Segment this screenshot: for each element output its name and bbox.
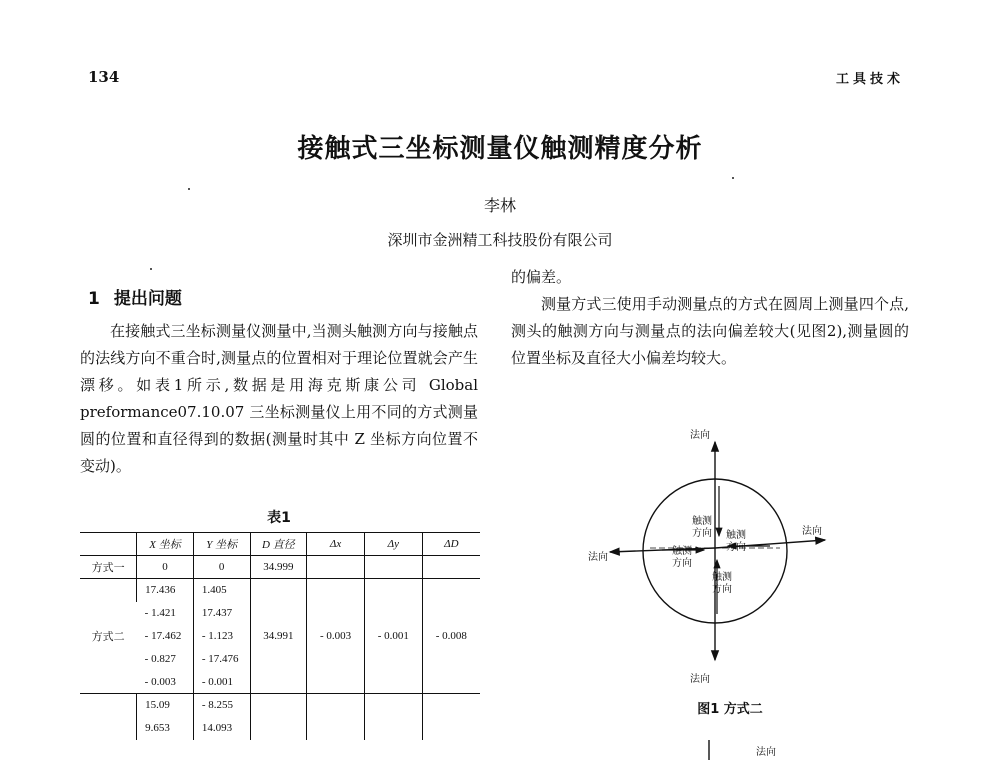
table-caption: 表1 xyxy=(267,510,291,526)
header-x: X 坐标 xyxy=(137,533,194,556)
cell-dd: - 0.008 xyxy=(422,579,480,694)
cell-dy: - 0.001 xyxy=(364,579,422,694)
figure-1-diagram xyxy=(580,420,880,690)
body-paragraph-left: 在接触式三坐标测量仪测量中,当测头触测方向与接触点的法线方向不重合时,测量点的位置相对于理论位置就会产生漂移。如表1所示,数据是用海克斯康公司 Global preformance07.10.07 三坐标测量仪上用不同的方式测量圆的位置和直径得到的数据(测量时其中 Z 坐标方向位置不变动)。 xyxy=(80,322,478,475)
table-row xyxy=(80,579,480,602)
cell-y: 17.437 xyxy=(193,602,250,625)
table-row xyxy=(80,717,480,740)
figure-1-caption: 图1 方式二 xyxy=(697,702,763,717)
table-row xyxy=(80,556,480,579)
label-normal-left: 法向 xyxy=(588,552,608,563)
measurement-table xyxy=(80,532,480,740)
section-number: 1 xyxy=(88,289,100,309)
article-title: 接触式三坐标测量仪触测精度分析 xyxy=(297,134,703,164)
label-normal-fig2: 法向 xyxy=(756,747,776,758)
figure-2-partial xyxy=(690,740,810,760)
article-affiliation: 深圳市金洲精工科技股份有限公司 xyxy=(387,231,613,249)
section-title: 提出问题 xyxy=(113,289,182,309)
cell-x: - 0.827 xyxy=(144,653,176,665)
section-heading xyxy=(88,284,182,309)
header-d: D 直径 xyxy=(250,533,307,556)
label-probe-bottom-1: 触测 xyxy=(712,572,732,583)
table-header-row xyxy=(80,533,480,556)
label-normal-right: 法向 xyxy=(802,526,822,537)
cell-d: 34.991 xyxy=(250,579,307,694)
page-number: 134 xyxy=(88,68,120,86)
cell-x: 9.653 xyxy=(137,717,194,740)
cell-x: - 1.421 xyxy=(144,607,176,619)
label-normal-top: 法向 xyxy=(690,430,710,441)
header-dd: ΔD xyxy=(422,533,480,556)
label-probe-right-1: 触测 xyxy=(726,530,746,541)
article-author: 李林 xyxy=(483,196,516,215)
cell-y: - 8.255 xyxy=(193,694,250,717)
label-probe-top-1: 触测 xyxy=(692,516,712,527)
print-speck xyxy=(150,268,152,270)
label-probe-bottom-2: 方向 xyxy=(712,584,732,595)
column-tag: 工具技术 xyxy=(835,72,904,87)
cell-x: 17.436 xyxy=(137,579,194,602)
row-label: 方式一 xyxy=(80,556,137,579)
cell-y: 1.405 xyxy=(193,579,250,602)
cell-d: 34.999 xyxy=(250,556,307,579)
cell-x: - 0.003 xyxy=(137,671,194,694)
cell-y: - 17.476 xyxy=(193,648,250,671)
body-continuation-right: 的偏差。 xyxy=(511,268,572,286)
cell-y: 14.093 xyxy=(193,717,250,740)
cell-x: 0 xyxy=(137,556,194,579)
cell-x: 15.09 xyxy=(137,694,194,717)
label-probe-left-2: 方向 xyxy=(672,558,692,569)
row-label: 方式二 xyxy=(80,579,137,694)
label-probe-left-1: 触测 xyxy=(672,546,692,557)
label-normal-bottom: 法向 xyxy=(690,674,710,685)
header-dy: Δy xyxy=(364,533,422,556)
label-probe-top-2: 方向 xyxy=(692,528,712,539)
print-speck xyxy=(732,177,734,179)
body-paragraph-right: 测量方式三使用手动测量点的方式在圆周上测量四个点,测头的触测方向与测量点的法向偏差较大(见图2),测量圆的位置坐标及直径大小偏差均较大。 xyxy=(511,295,909,367)
cell-dx: - 0.003 xyxy=(307,579,365,694)
print-speck xyxy=(188,188,190,190)
header-y: Y 坐标 xyxy=(193,533,250,556)
cell-y: - 0.001 xyxy=(193,671,250,694)
cell-y: - 1.123 xyxy=(193,625,250,648)
header-dx: Δx xyxy=(307,533,365,556)
cell-x: - 17.462 xyxy=(144,630,182,642)
cell-y: 0 xyxy=(193,556,250,579)
header-blank xyxy=(80,533,137,556)
table-row xyxy=(80,694,480,717)
label-probe-right-2: 方向 xyxy=(726,542,746,553)
